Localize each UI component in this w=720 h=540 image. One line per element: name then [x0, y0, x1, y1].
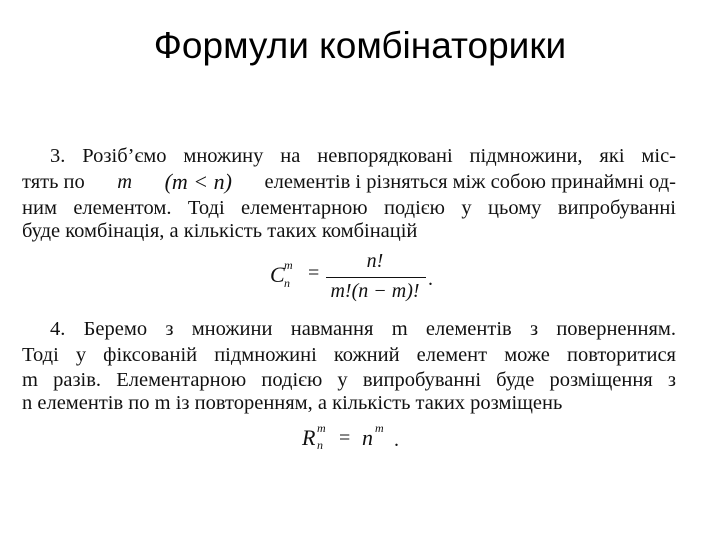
place-sup: m [317, 421, 326, 435]
comb-equals: = [308, 262, 320, 284]
p4-line-2 [22, 342, 676, 368]
comb-sub: n [284, 276, 290, 290]
comb-symbol: C m n [270, 258, 293, 290]
p4-line-1 [22, 316, 676, 342]
p3-var-m: m [117, 171, 133, 193]
p3-condition: (m < n) [164, 169, 232, 194]
place-sub: n [317, 438, 323, 452]
p3-line-1 [22, 143, 676, 169]
comb-numerator: n! [366, 250, 384, 272]
slide-title: Формули комбінаторики [153, 25, 567, 66]
p3-line-2-end: елементів і різняться між собою принаймні од- [264, 171, 676, 193]
p4-line-1-text: 4. Беремо з множини навмання m елементів з поверненням. [50, 318, 676, 340]
place-equals: = [339, 427, 351, 449]
place-symbol: R m n [302, 421, 326, 452]
p4-line-4-text: n елементів по m із повторенням, а кількість таких розміщень [22, 392, 563, 414]
placement-formula [302, 423, 412, 457]
p4-line-4 [22, 390, 676, 416]
p3-line-2 [22, 169, 676, 195]
p3-line-3-text: ним елементом. Тоді елементарною подією у цьому випробуванні [22, 197, 676, 219]
p3-line-4 [22, 218, 676, 244]
comb-denominator: m!(n − m)! [330, 280, 420, 302]
p4-line-2-text: Тоді у фіксованій підмножині кожний елемент може повторитися [22, 344, 676, 366]
p3-line-2-start: тять по [22, 171, 85, 193]
comb-fraction-bar [326, 277, 426, 278]
place-period: . [394, 429, 399, 451]
comb-period: . [428, 268, 433, 290]
combination-formula [270, 250, 450, 305]
place-rhs: n m [362, 421, 384, 450]
p3-line-4-text: буде комбінація, а кількість таких комбінацій [22, 220, 418, 242]
place-rhs-sup: m [375, 421, 384, 435]
comb-sup: m [284, 258, 293, 272]
p3-line-1-text: 3. Розіб’ємо множину на невпорядковані підмножини, які міс- [50, 145, 676, 167]
p4-line-3-text: m разів. Елементарною подією у випробуванні буде розміщення з [22, 369, 676, 391]
